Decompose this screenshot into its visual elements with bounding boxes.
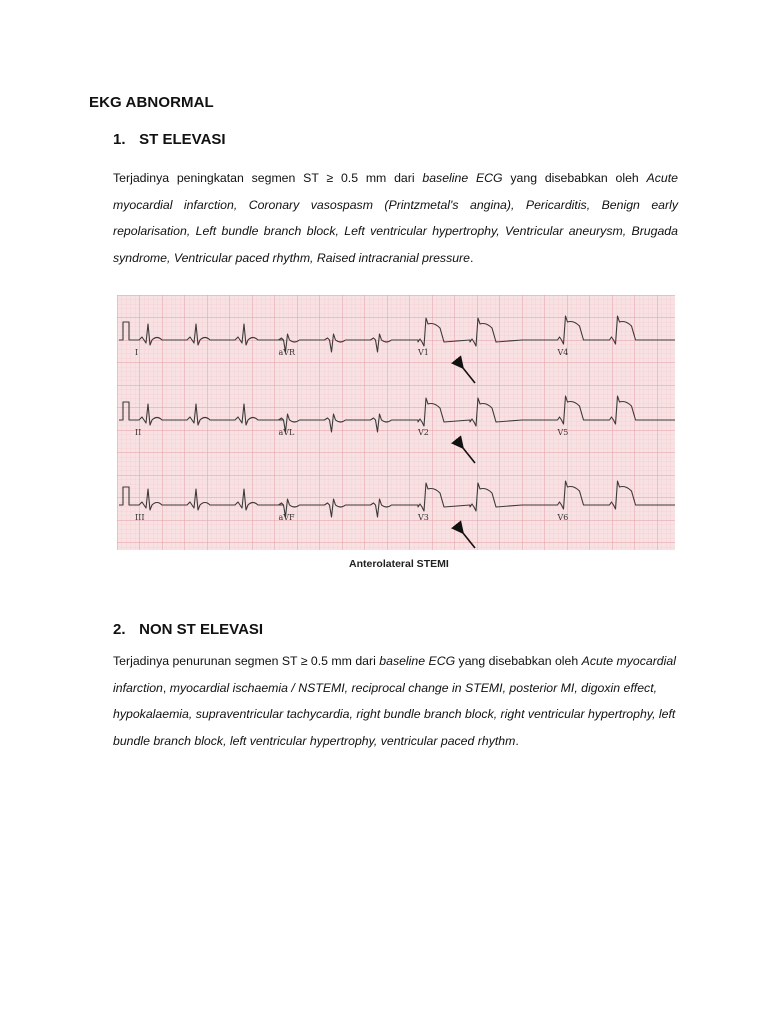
ecg-lead-label: aVR [278,348,296,357]
ecg-lead-label: II [135,428,142,437]
ecg-figure [117,295,675,550]
paragraph-text: Terjadinya peningkatan segmen ST ≥ 0.5 mm dari [113,171,423,185]
section-1-number: 1. [113,131,126,148]
section-2-number: 2. [113,621,126,638]
ecg-lead-label: V4 [557,348,569,357]
section-2-title-text: NON ST ELEVASI [139,621,264,638]
paragraph-italic-text: Acute myocardial infarction, Coronary vasospasm (Printzmetal's angina), Pericarditis, Benign early repolarisation, Left bundle branch block, Left ventricular hypertrophy, Ventricular aneurysm, Brugada syndrome, Ventricular paced rhythm, Raised intracranial pressure [113,171,678,265]
ecg-lead-label: I [135,348,139,357]
paragraph-italic-text: myocardial ischaemia / NSTEMI, reciprocal change in STEMI, posterior MI, digoxin effect, hypokalaemia, supraventricular tachycardia, right bundle branch block, right ventricular hypertrophy, left bundle branch block, left ventricular hypertrophy, ventricular paced rhythm [113,680,676,748]
paragraph-italic-text: baseline ECG [379,654,456,668]
ecg-lead-label: V6 [557,513,569,522]
ecg-lead-label: V2 [418,428,429,437]
section-1-paragraph [113,165,678,271]
section-2-title [113,621,263,638]
ecg-lead-label: aVF [278,513,295,522]
ecg-strip-image [117,295,675,550]
ecg-lead-label: aVL [278,428,295,437]
section-1-title-text: ST ELEVASI [139,131,226,148]
paragraph-text: . [515,733,519,748]
ecg-lead-label: V5 [557,428,569,437]
paragraph-italic-text: Acute myocardial infarction [113,654,676,695]
paragraph-text: , [162,680,170,695]
paragraph-italic-text: baseline ECG [422,171,503,185]
paragraph-text: . [470,250,474,265]
section-1-title [113,131,226,148]
paragraph-text: yang disebabkan oleh [502,171,647,185]
ecg-lead-label: V1 [418,348,429,357]
figure-caption: Anterolateral STEMI [349,558,449,570]
ecg-lead-label: III [135,513,145,522]
paragraph-text: Terjadinya penurunan segmen ST ≥ 0.5 mm dari [113,654,380,668]
ecg-lead-label: V3 [418,513,429,522]
page-title: EKG ABNORMAL [89,94,214,111]
paragraph-text: yang disebabkan oleh [455,654,582,668]
section-2-paragraph [113,648,678,754]
